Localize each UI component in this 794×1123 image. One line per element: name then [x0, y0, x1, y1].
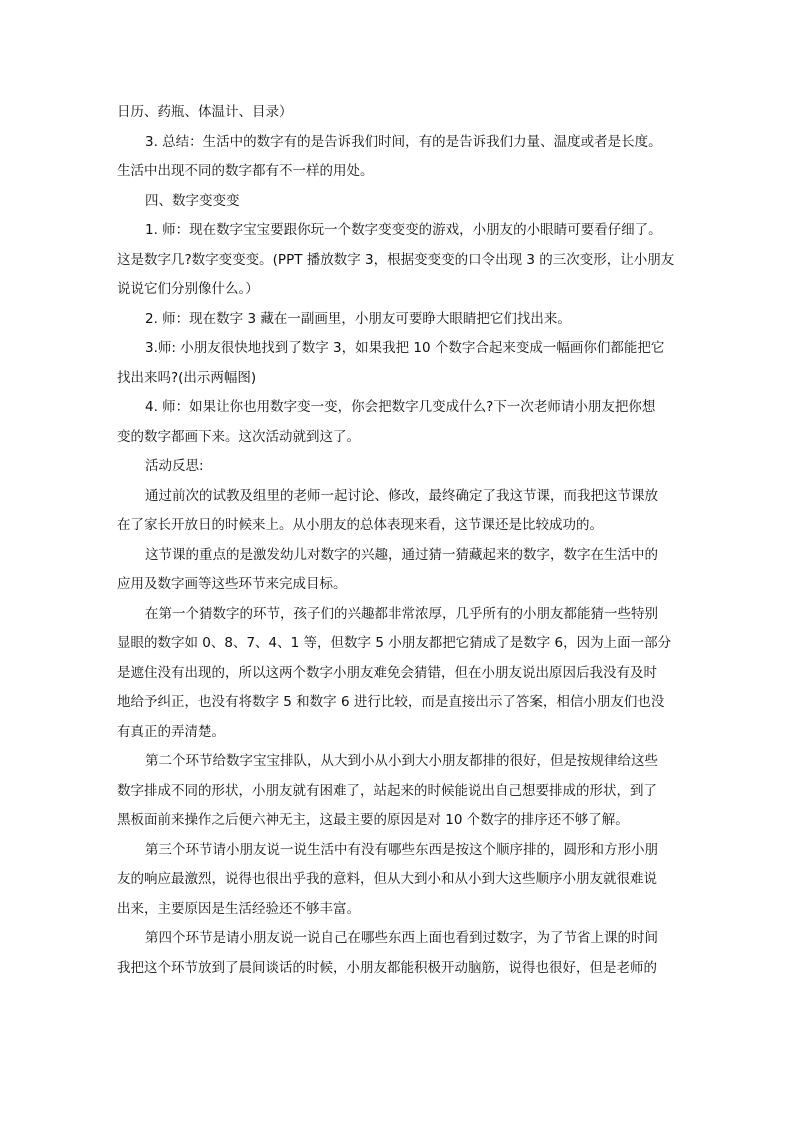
- text-line: 友的响应最激烈，说得也很出乎我的意料，但从大到小和从小到大这些顺序小朋友就很难说: [117, 871, 657, 887]
- text-line: 我把这个环节放到了晨间谈话的时候，小朋友都能积极开动脑筋，说得也很好，但是老师的: [117, 959, 657, 976]
- text-line: 显眼的数字如 0、8、7、4、1 等，但数字 5 小朋友都把它猜成了是数字 6，因为上面一部分: [117, 635, 672, 651]
- text-line: 找出来吗?(出示两幅图): [117, 369, 257, 386]
- text-line: 在了家长开放日的时候来上。从小朋友的总体表现来看，这节课还是比较成功的。: [117, 517, 603, 533]
- text-line: 3.师: 小朋友很快地找到了数字 3，如果我把 10 个数字合起来变成一幅画你们都能把它: [145, 340, 665, 356]
- text-line: 4. 师：如果让你也用数字变一变，你会把数字几变成什么?下一次老师请小朋友把你想: [145, 399, 656, 415]
- text-line: 地给予纠正，也没有将数字 5 和数字 6 进行比较，而是直接出示了答案，相信小朋友们也没: [117, 694, 665, 710]
- text-line: 数字排成不同的形状，小朋友就有困难了，站起来的时候能说出自己想要排成的形状，到了: [117, 782, 657, 799]
- text-line: 说说它们分别像什么。）: [117, 281, 259, 297]
- text-line: 应用及数字画等这些环节来完成目标。: [117, 576, 347, 592]
- text-line: 2. 师：现在数字 3 藏在一副画里，小朋友可要睁大眼睛把它们找出来。: [145, 310, 571, 327]
- text-line: 生活中出现不同的数字都有不一样的用处。: [117, 163, 374, 179]
- text-line: 第四个环节是请小朋友说一说自己在哪些东西上面也看到过数字，为了节省上课的时间: [145, 930, 658, 946]
- text-line: 第三个环节请小朋友说一说生活中有没有哪些东西是按这个顺序排的，圆形和方形小朋: [145, 841, 658, 858]
- text-line: 这节课的重点的是激发幼儿对数字的兴趣，通过猜一猜藏起来的数字，数字在生活中的: [145, 546, 658, 563]
- text-line: 有真正的弄清楚。: [117, 723, 225, 740]
- text-line: 是遮住没有出现的，所以这两个数字小朋友难免会猜错，但在小朋友说出原因后我没有及时: [117, 664, 657, 681]
- text-line: 黑板面前来操作之后便六神无主，这最主要的原因是对 10 个数字的排序还不够了解。: [117, 812, 629, 828]
- section-heading: 活动反思:: [145, 458, 204, 474]
- text-line: 变的数字都画下来。这次活动就到这了。: [117, 428, 360, 445]
- document-page: [117, 98, 683, 983]
- text-line: 在第一个猜数字的环节，孩子们的兴趣都非常浓厚，几乎所有的小朋友都能猜一些特别: [145, 605, 658, 622]
- text-line: 日历、药瓶、体温计、目录）: [117, 104, 293, 120]
- text-line: 第二个环节给数字宝宝排队，从大到小从小到大小朋友都排的很好，但是按规律给这些: [145, 753, 658, 769]
- text-line: 出来，主要原因是生活经验还不够丰富。: [117, 900, 360, 917]
- text-line: 1. 师：现在数字宝宝要跟你玩一个数字变变变的游戏，小朋友的小眼睛可要看仔细了。: [145, 222, 662, 238]
- text-line: 通过前次的试教及组里的老师一起讨论、修改，最终确定了我这节课，而我把这节课放: [145, 487, 658, 504]
- section-heading: 四、数字变变变: [145, 192, 240, 209]
- text-line: 3. 总结：生活中的数字有的是告诉我们时间，有的是告诉我们力量、温度或者是长度。: [145, 133, 662, 150]
- text-line: 这是数字几?数字变变变。(PPT 播放数字 3，根据变变变的口令出现 3 的三次变形，让小朋友: [117, 251, 675, 268]
